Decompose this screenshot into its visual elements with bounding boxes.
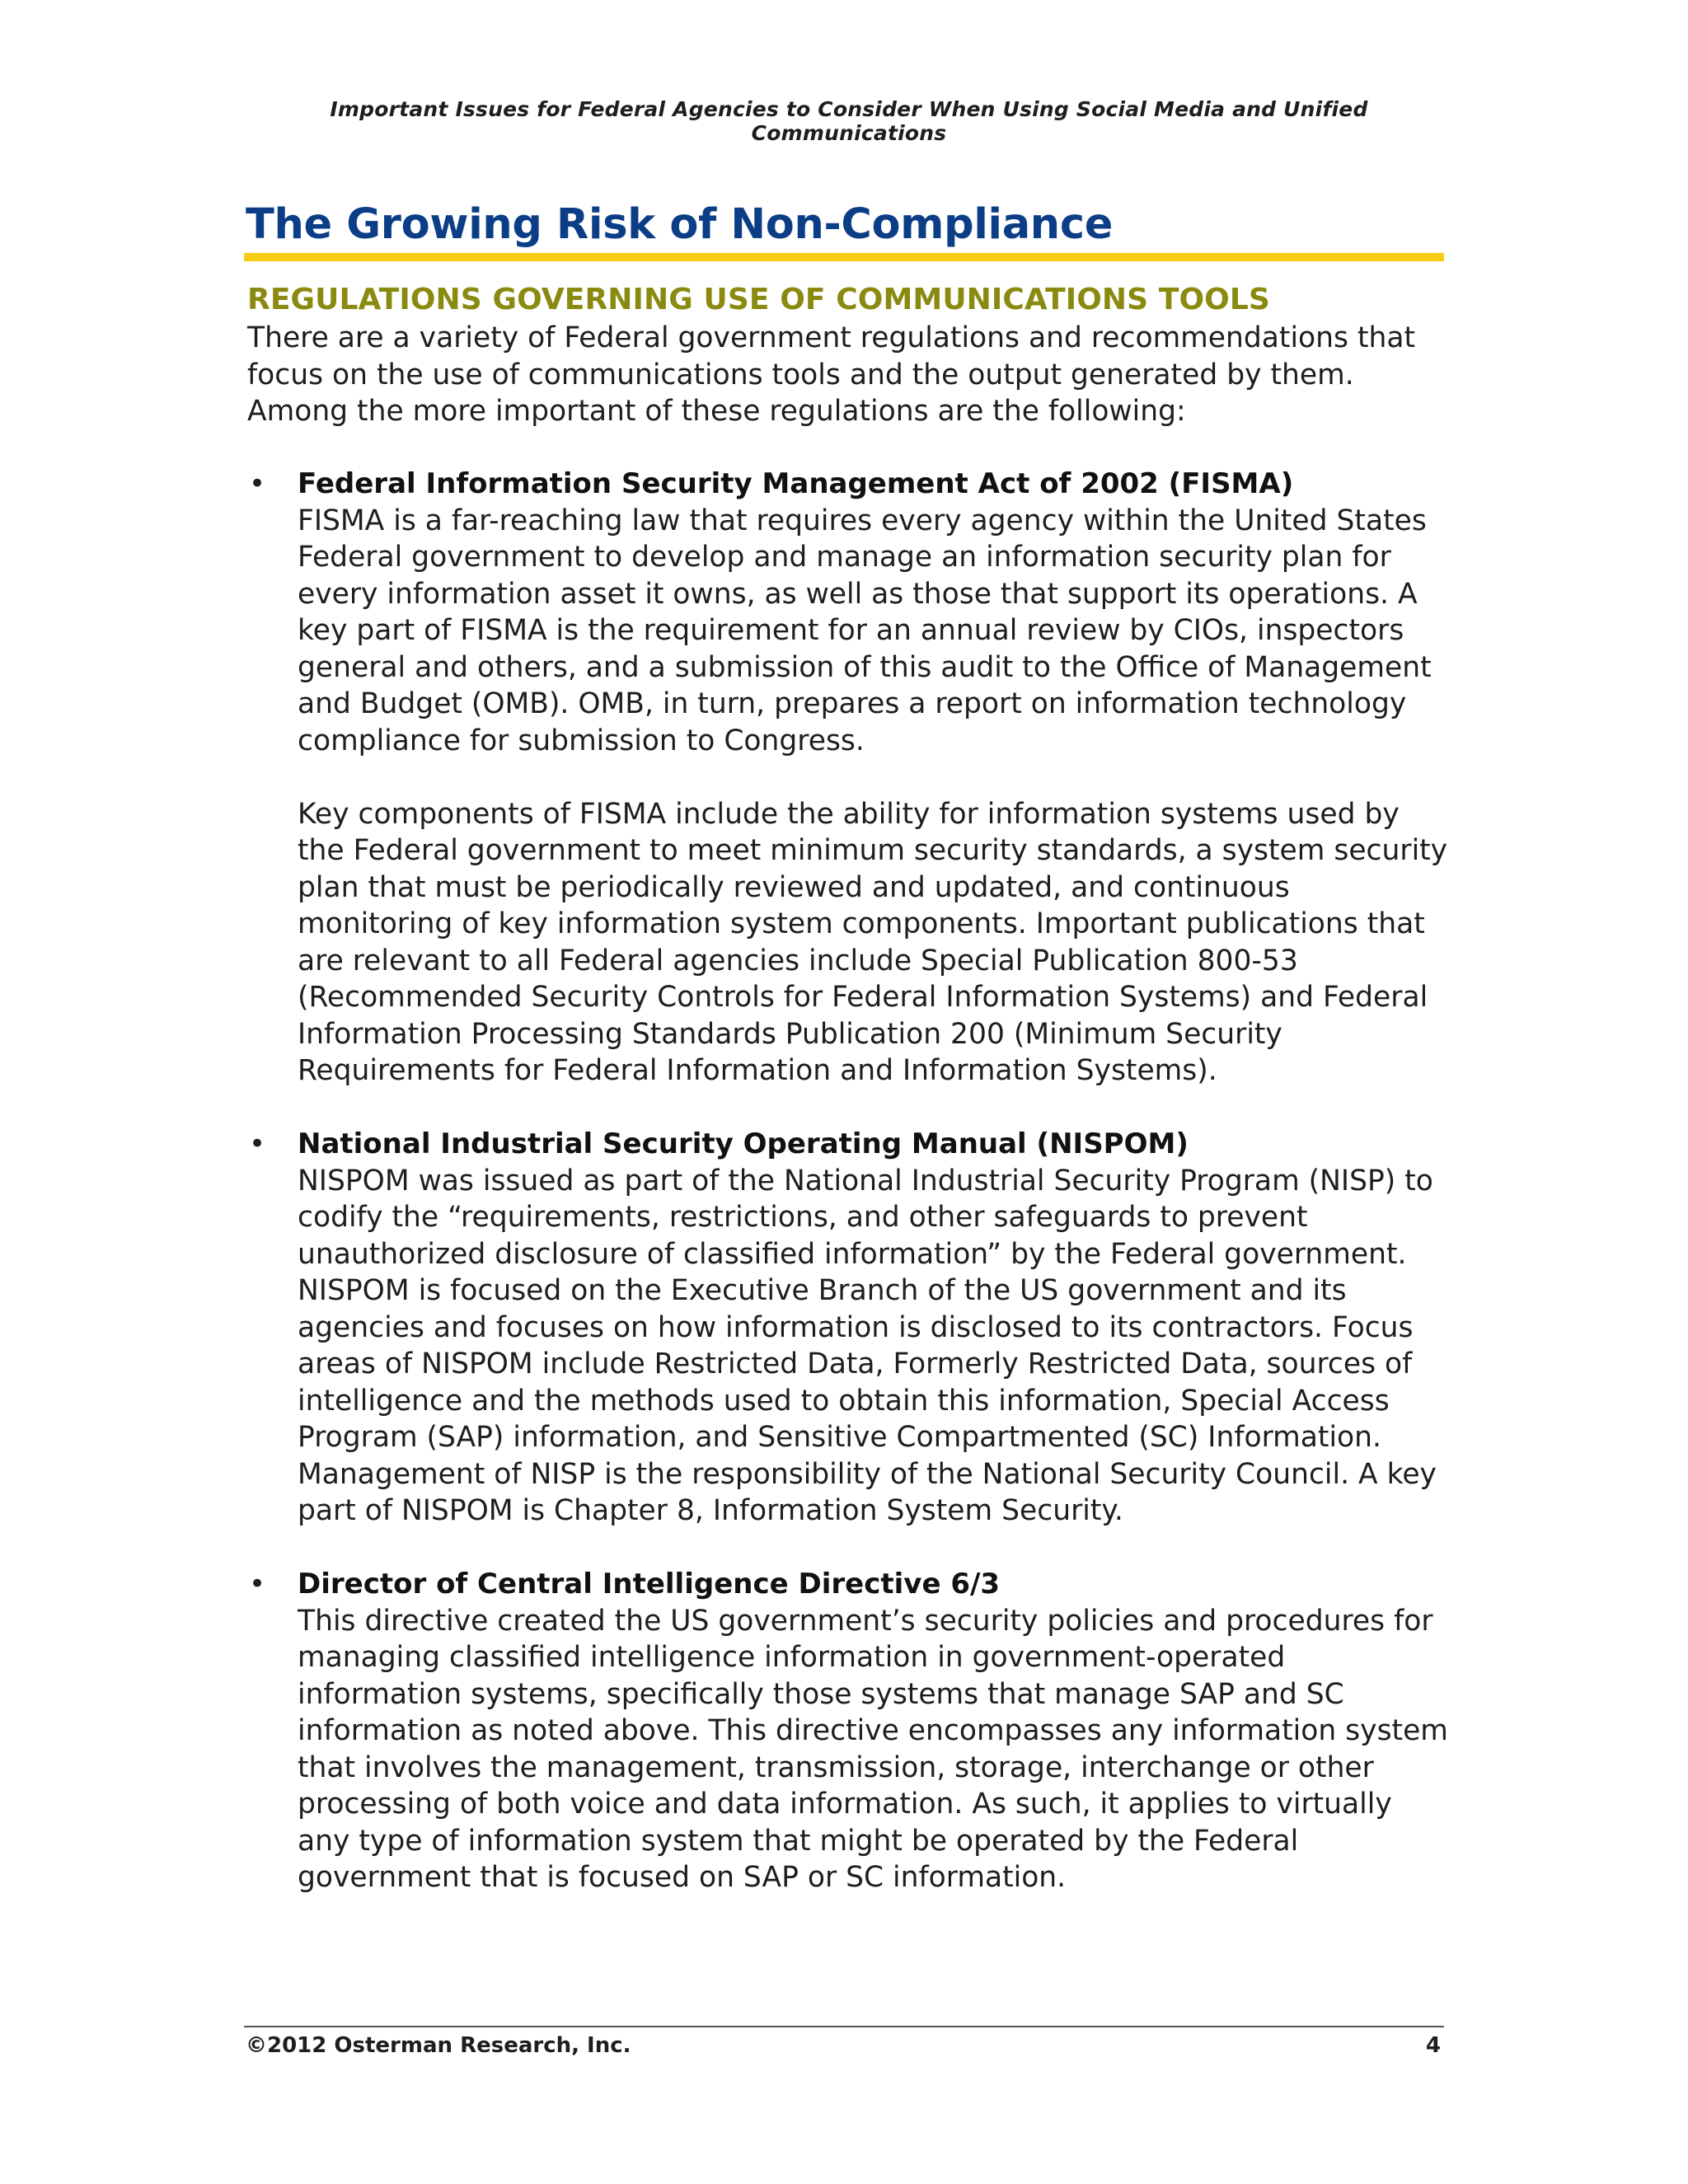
list-item-paragraph: FISMA is a far-reaching law that requires every agency within the United States Federal government to develop and manage an information security plan for every information asset it owns, as well as those that support its operations. A key part of FISMA is the requirement for an annual review by CIOs, inspectors general and others, and a submission of this audit to the Office of Management and Budget (OMB). OMB, in turn, prepares a report on information technology compliance for submission to Congress.: [298, 504, 1432, 757]
running-header: Important Issues for Federal Agencies to Consider When Using Social Media and Unified Communications: [330, 97, 1368, 145]
list-item-paragraph: This directive created the US government’s security policies and procedures for managing classified intelligence information in government-operated information systems, specifically those systems that manage SAP and SC information as noted above. This directive encompasses any information system that involves the management, transmission, storage, interchange or other processing of both voice and data information. As such, it applies to virtually any type of information system that might be operated by the Federal government that is focused on SAP or SC information.: [298, 1604, 1448, 1894]
title-underline: [244, 253, 1444, 261]
footer-copyright: ©2012 Osterman Research, Inc.: [246, 2033, 631, 2058]
bullet-icon: •: [249, 1127, 266, 1160]
intro-paragraph: There are a variety of Federal government regulations and recommendations that focus on the use of communications tools and the output generated by them. Among the more important of these regulations are the following:: [247, 321, 1416, 428]
list-item-title: National Industrial Security Operating Manual (NISPOM): [298, 1127, 1189, 1160]
bullet-icon: •: [249, 1568, 266, 1601]
page-title: The Growing Risk of Non-Compliance: [246, 200, 1114, 249]
list-item-dcid: [247, 1566, 1451, 1896]
list-item-nispom: [247, 1126, 1451, 1530]
footer-divider: [244, 2026, 1444, 2027]
list-item-title: Director of Central Intelligence Directive 6/3: [298, 1568, 1001, 1601]
section-heading: REGULATIONS GOVERNING USE OF COMMUNICATIONS TOOLS: [247, 283, 1270, 316]
list-item-title: Federal Information Security Management Act of 2002 (FISMA): [298, 467, 1294, 500]
regulations-list: [247, 466, 1451, 1933]
page-number: 4: [1425, 2033, 1441, 2058]
bullet-icon: •: [249, 467, 266, 500]
list-item-fisma: [247, 466, 1451, 1090]
list-item-paragraph: NISPOM was issued as part of the National Industrial Security Program (NISP) to codify the “requirements, restrictions, and other safeguards to prevent unauthorized disclosure of classified information” by the Federal government. NISPOM is focused on the Executive Branch of the US government and its agencies and focuses on how information is disclosed to its contractors. Focus areas of NISPOM include Restricted Data, Formerly Restricted Data, sources of intelligence and the methods used to obtain this information, Special Access Program (SAP) information, and Sensitive Compartmented (SC) Information. Management of NISP is the responsibility of the National Security Council. A key part of NISPOM is Chapter 8, Information System Security.: [298, 1164, 1437, 1527]
list-item-paragraph: Key components of FISMA include the ability for information systems used by the Federal government to meet minimum security standards, a system security plan that must be periodically reviewed and updated, and continuous monitoring of key information system components. Important publications that are relevant to all Federal agencies include Special Publication 800-53 (Recommended Security Controls for Federal Information Systems) and Federal Information Processing Standards Publication 200 (Minimum Security Requirements for Federal Information and Information Systems).: [298, 797, 1448, 1087]
